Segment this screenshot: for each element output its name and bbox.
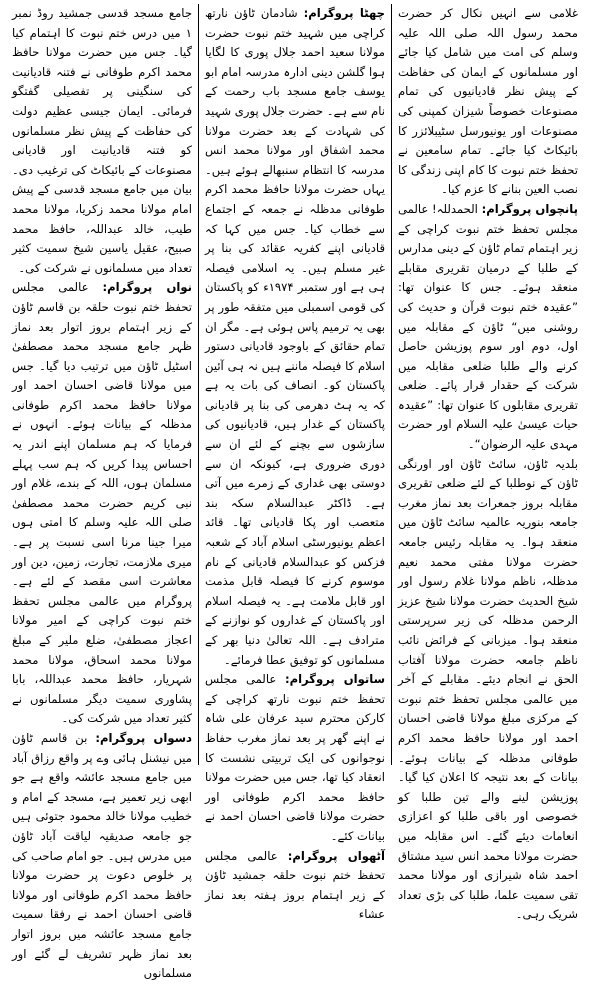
paragraph-text: غلامی سے انہیں نکال کر حضرت محمد رسول اللہ صلی اللہ علیہ وسلم کی امت میں شامل کیا جائے اور مسلمانوں کے ایمان کی حفاظت کے پیش نظر قادیانیوں کی تمام مصنوعات خصوصاً شیزان کمپنی کی مصنوعات اور یونیورسل سٹیبلائزر کا بائیکاٹ کیا جائے۔ تمام سامعین نے تحفظ ختم نبوت کا کام اپنی زندگی کا نصب العین بنانے کا عزم کیا۔ (398, 6, 578, 197)
paragraph (205, 670, 385, 846)
paragraph (12, 278, 192, 729)
paragraph-text: الحمدللہ! عالمی مجلس تحفظ ختم نبوت کراچی کے زیر اہتمام تمام ٹاؤن کے دینی مدارس کے طلبا کے درمیان تقریری مقابلے منعقد ہوئے۔ جس کا عنوان تھا: ”عقیدہ ختم نبوت قرآن و حدیث کی روشنی میں“ ٹاؤن کے مقابلہ میں اول، دوم اور سوم پوزیشن حاصل کرنے والے طلبا ضلعی مقابلہ میں شرکت کے حقدار قرار پائے۔ ضلعی تقریری مقابلوں کا عنوان تھا: ”عقیدہ حیات عیسیٰ علیہ السلام اور حضرت مہدی علیہ الرضوان“۔ (398, 201, 578, 452)
column-left (6, 4, 198, 981)
paragraph (205, 847, 385, 925)
paragraph (398, 200, 578, 455)
section-heading: پانچواں پروگرام: (481, 201, 578, 216)
paragraph (12, 729, 192, 984)
paragraph (398, 4, 578, 200)
paragraph-text: شادمان ٹاؤن نارتھ کراچی میں شہید ختم نبوت حضرت مولانا سعید احمد جلال پوری کا لگایا ہوا گلشن دینی ادارہ مدرسہ امام ابو یوسف جامع مسجد باب رحمت کے نام سے ہے۔ حضرت جلال پوری شہید کی شہادت کے بعد حضرت مولانا محمد اشفاق اور مولانا محمد انس مدرسہ کا انتظام سنبھالے ہوئے ہیں۔ یہاں حضرت مولانا حافظ محمد اکرم طوفانی مدظلہ نے جمعہ کے اجتماع سے خطاب کیا۔ جس میں کہا کہ قادیانی اپنے کفریہ عقائد کی بنا پر غیر مسلم ہیں۔ یہ اسلامی فیصلہ ہی ہے اور ستمبر ۱۹۷۴ء کو پاکستان کی قومی اسمبلی میں متفقہ طور پر بھی یہ ترمیم پاس ہوئی ہے۔ مگر ان تمام حقائق کے باوجود قادیانی دستور اسلام کا فیصلہ ماننے ہیں نہ ہی آئین پاکستان کو۔ انصاف کی بات یہ ہے کہ یہ ہٹ دھرمی کی بنا پر قادیانی پاکستان کے غدار ہیں، قادیانیوں کی سازشوں سے بچنے کے لئے ان سے دوری ضروری ہے، کیونکہ ان سے دوستی بھی غداری کے زمرے میں آتی ہے۔ ڈاکٹر عبدالسلام سکہ بند متعصب اور پکا قادیانی تھا۔ قائد اعظم یونیورسٹی اسلام آباد کے شعبہ فزکس کو عبدالسلام قادیانی کے نام موسوم کرنے کا فیصلہ قابل مذمت اور قابل ملامت ہے۔ یہ فیصلہ اسلام اور پاکستان کے غداروں کو نوازنے کے مترادف ہے۔ اللہ تعالیٰ دنیا بھر کے مسلمانوں کو توفیق عطا فرمائے۔ (205, 6, 385, 667)
paragraph (398, 455, 578, 925)
paragraph (12, 4, 192, 278)
paragraph-text: بلدیہ ٹاؤن، سائٹ ٹاؤن اور اورنگی ٹاؤن کے نوطلبا کے لئے ضلعی تقریری مقابلہ بروز جمعرات بعد نماز مغرب جامعہ بنوریہ عالمیہ سائٹ ٹاؤن میں منعقد ہوا۔ یہ مقابلہ رئیس جامعہ حضرت مولانا مفتی محمد نعیم مدظلہ، ناظم مولانا غلام رسول اور شیخ الحدیث حضرت مولانا شیخ عزیز الرحمن مدظلہ کی زیر سرپرستی منعقد ہوا۔ میزبانی کے فرائض نائب ناظم جامعہ حضرت مولانا آفتاب الحق نے انجام دیئے۔ مقابلے کے آخر میں عالمی مجلس تحفظ ختم نبوت کے مرکزی مبلغ مولانا قاضی احسان احمد اور مولانا حافظ محمد اکرم طوفانی مدظلہ کے بیانات ہوئے۔ بیانات کے بعد نتیجہ کا اعلان کیا گیا۔ پوزیشن لینے والے تین طلبا کو خصوصی اور باقی طلبا کو اعزازی انعامات دیئے گئے۔ اس مقابلہ میں حضرت مولانا محمد انس سید مشتاق احمد شاہ شیرازی اور مولانا محمد تقی سمیت علما، طلبا کی بڑی تعداد شریک رہی۔ (398, 456, 578, 922)
column-middle (199, 4, 391, 922)
section-heading: ساتواں پروگرام: (284, 672, 385, 687)
paragraph-text: جامع مسجد قدسی جمشید روڈ نمبر ۱ میں درس ختم نبوت کا اہتمام کیا گیا۔ جس میں حضرت مولانا حافظ محمد اکرم طوفانی نے فتنہ قادیانیت کی سنگینی پر تفصیلی گفتگو فرمائی۔ ایمان جیسی عظیم دولت کی حفاظت کے پیش نظر مسلمانوں کو فتنہ قادیانیت اور قادیانی مصنوعات کے بائیکاٹ کی ترغیب دی۔ بیان میں جامع مسجد قدسی کے پیش امام مولانا محمد زکریا، مولانا محمد طیب، خالد عبداللہ، حافظ محمد صبیح، عقیل یاسین شیخ سمیت کثیر تعداد میں مسلمانوں نے شرکت کی۔ (12, 6, 192, 275)
section-heading: دسواں پروگرام: (95, 730, 192, 745)
paragraph-text: بن قاسم ٹاؤن میں نیشنل ہائی وے پر واقع رزاق آباد میں جامع مسجد عائشہ واقع ہے جو ابھی زیر تعمیر ہے، مسجد کے امام و خطیب مولانا خالد محمود جتوئی ہیں جو جامعہ صدیقیہ لیاقت آباد ٹاؤن میں مدرس ہیں۔ جو امام صاحب کی پر خلوص دعوت پر حضرت مولانا حافظ محمد اکرم طوفانی اور مولانا قاضی احسان احمد نے رفقا سمیت جامع مسجد عائشہ میں بروز اتوار بعد نماز ظہر تشریف لے گئے اور مسلمانوں (12, 730, 192, 981)
section-heading: نواں پروگرام: (102, 280, 192, 295)
section-heading: چھٹا پروگرام: (303, 6, 386, 20)
paragraph-text: عالمی مجلس تحفظ ختم نبوت حلقہ جمشید ٹاؤن کے زیر اہتمام بروز ہفتہ بعد نماز عشاء (205, 848, 385, 922)
section-heading: آٹھواں پروگرام: (287, 848, 385, 863)
column-right (392, 4, 584, 922)
paragraph-text: عالمی مجلس تحفظ ختم نبوت نارتھ کراچی کے کارکن محترم سید عرفان علی شاہ نے اپنے گھر پر بعد نماز مغرب حفاظ نوجوانوں کی ایک تربیتی نشست کا انعقاد کیا تھا، جس میں حضرت مولانا حافظ محمد اکرم طوفانی اور حضرت مولانا قاضی احسان احمد نے بیانات کئے۔ (205, 672, 385, 843)
paragraph (205, 4, 385, 670)
paragraph-text: عالمی مجلس تحفظ ختم نبوت حلقہ بن قاسم ٹاؤن کے زیر اہتمام بروز اتوار بعد نماز ظہر جامع مسجد محمد مصطفیٰ اسٹیل ٹاؤن میں ترتیب دیا گیا۔ جس میں مولانا قاضی احسان احمد اور مولانا حافظ محمد اکرم طوفانی مدظلہ کے بیانات ہوئے۔ انہوں نے فرمایا کہ ہم مسلمان اپنے اندر یہ احساس پیدا کریں کہ ہم سب پہلے مسلمان ہوں، اللہ کے بندے، غلام اور نبی کریم حضرت محمد مصطفیٰ صلی اللہ علیہ وسلم کا امتی ہوں میرا جینا مرنا اسی نسبت پر ہے۔ میری ملازمت، تجارت، زمین، دین اور معاشرت اسی مقصد کے لئے ہے۔ پروگرام میں عالمی مجلس تحفظ ختم نبوت کراچی کے امیر مولانا اعجاز مصطفیٰ، ضلع ملیر کے مبلغ مولانا محمد اسحاق، مولانا محمد شہریار، حافظ محمد عبداللہ، بابا پشاوری سمیت دیگر مسلمانوں نے کثیر تعداد میں شرکت کی۔ (12, 280, 192, 726)
